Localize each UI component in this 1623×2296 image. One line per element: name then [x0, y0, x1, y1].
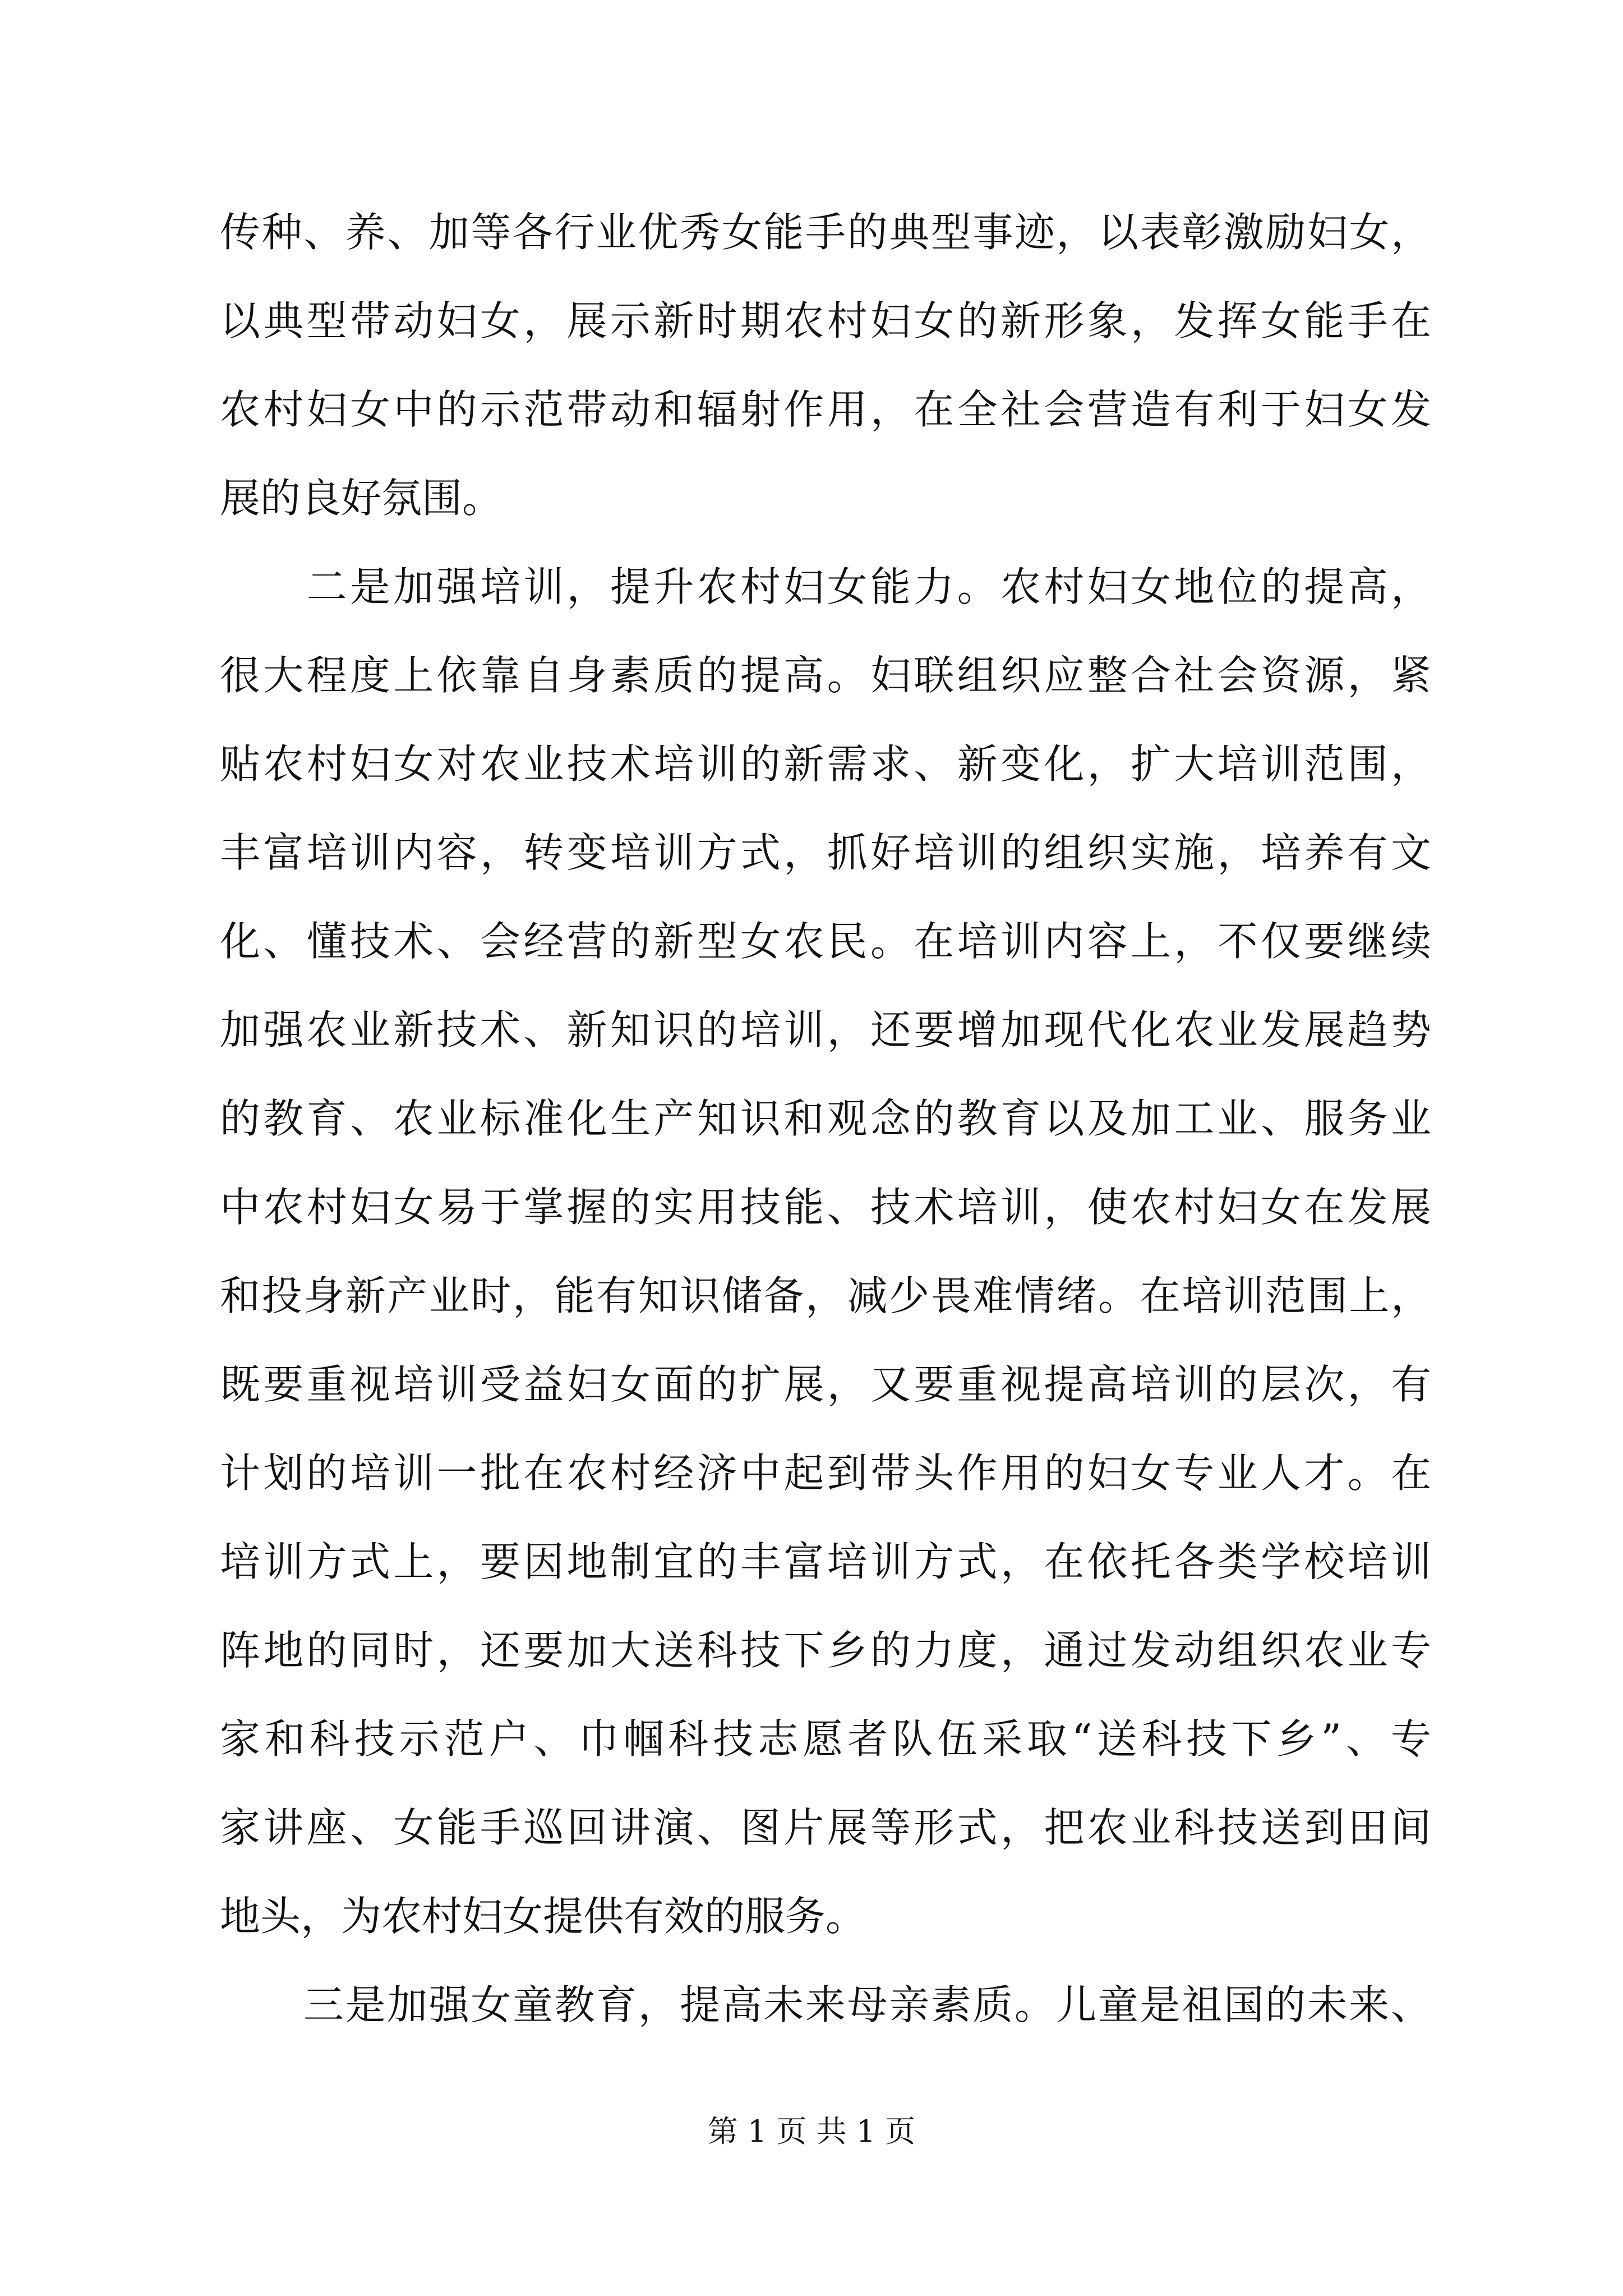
text-line: 化、懂技术、会经营的新型女农民。在培训内容上，不仅要继续 — [220, 918, 1431, 965]
text-line: 阵地的同时，还要加大送科技下乡的力度，通过发动组织农业专 — [220, 1627, 1431, 1674]
text-line: 的教育、农业标准化生产知识和观念的教育以及加工业、服务业 — [220, 1095, 1431, 1142]
text-line: 家讲座、女能手巡回讲演、图片展等形式，把农业科技送到田间 — [220, 1804, 1431, 1851]
document-body — [220, 188, 1431, 2049]
page-number-label: 第 1 页 共 1 页 — [707, 2114, 916, 2149]
text-line: 既要重视培训受益妇女面的扩展，又要重视提高培训的层次，有 — [220, 1361, 1431, 1408]
page-footer — [0, 2109, 1623, 2154]
text-line: 以典型带动妇女，展示新时期农村妇女的新形象，发挥女能手在 — [220, 297, 1431, 344]
text-line: 家和科技示范户、巾帼科技志愿者队伍采取“送科技下乡”、专 — [220, 1715, 1431, 1763]
text-line: 培训方式上，要因地制宜的丰富培训方式，在依托各类学校培训 — [220, 1538, 1431, 1585]
text-line: 很大程度上依靠自身素质的提高。妇联组织应整合社会资源，紧 — [220, 652, 1431, 699]
text-line: 三是加强女童教育，提高未来母亲素质。儿童是祖国的未来、 — [220, 1981, 1431, 2028]
text-line: 计划的培训一批在农村经济中起到带头作用的妇女专业人才。在 — [220, 1450, 1431, 1497]
text-line: 农村妇女中的示范带动和辐射作用，在全社会营造有利于妇女发 — [220, 386, 1431, 433]
text-line: 二是加强培训，提升农村妇女能力。农村妇女地位的提高， — [220, 563, 1431, 610]
text-line: 丰富培训内容，转变培训方式，抓好培训的组织实施，培养有文 — [220, 829, 1431, 876]
text-line: 地头，为农村妇女提供有效的服务。 — [220, 1893, 866, 1940]
text-line: 展的良好氛围。 — [220, 475, 503, 522]
text-line: 和投身新产业时，能有知识储备，减少畏难情绪。在培训范围上， — [220, 1272, 1431, 1319]
text-line: 中农村妇女易于掌握的实用技能、技术培训，使农村妇女在发展 — [220, 1184, 1431, 1231]
text-line: 传种、养、加等各行业优秀女能手的典型事迹，以表彰激励妇女， — [220, 209, 1431, 256]
text-line: 加强农业新技术、新知识的培训，还要增加现代化农业发展趋势 — [220, 1006, 1431, 1053]
text-line: 贴农村妇女对农业技术培训的新需求、新变化，扩大培训范围， — [220, 740, 1431, 788]
